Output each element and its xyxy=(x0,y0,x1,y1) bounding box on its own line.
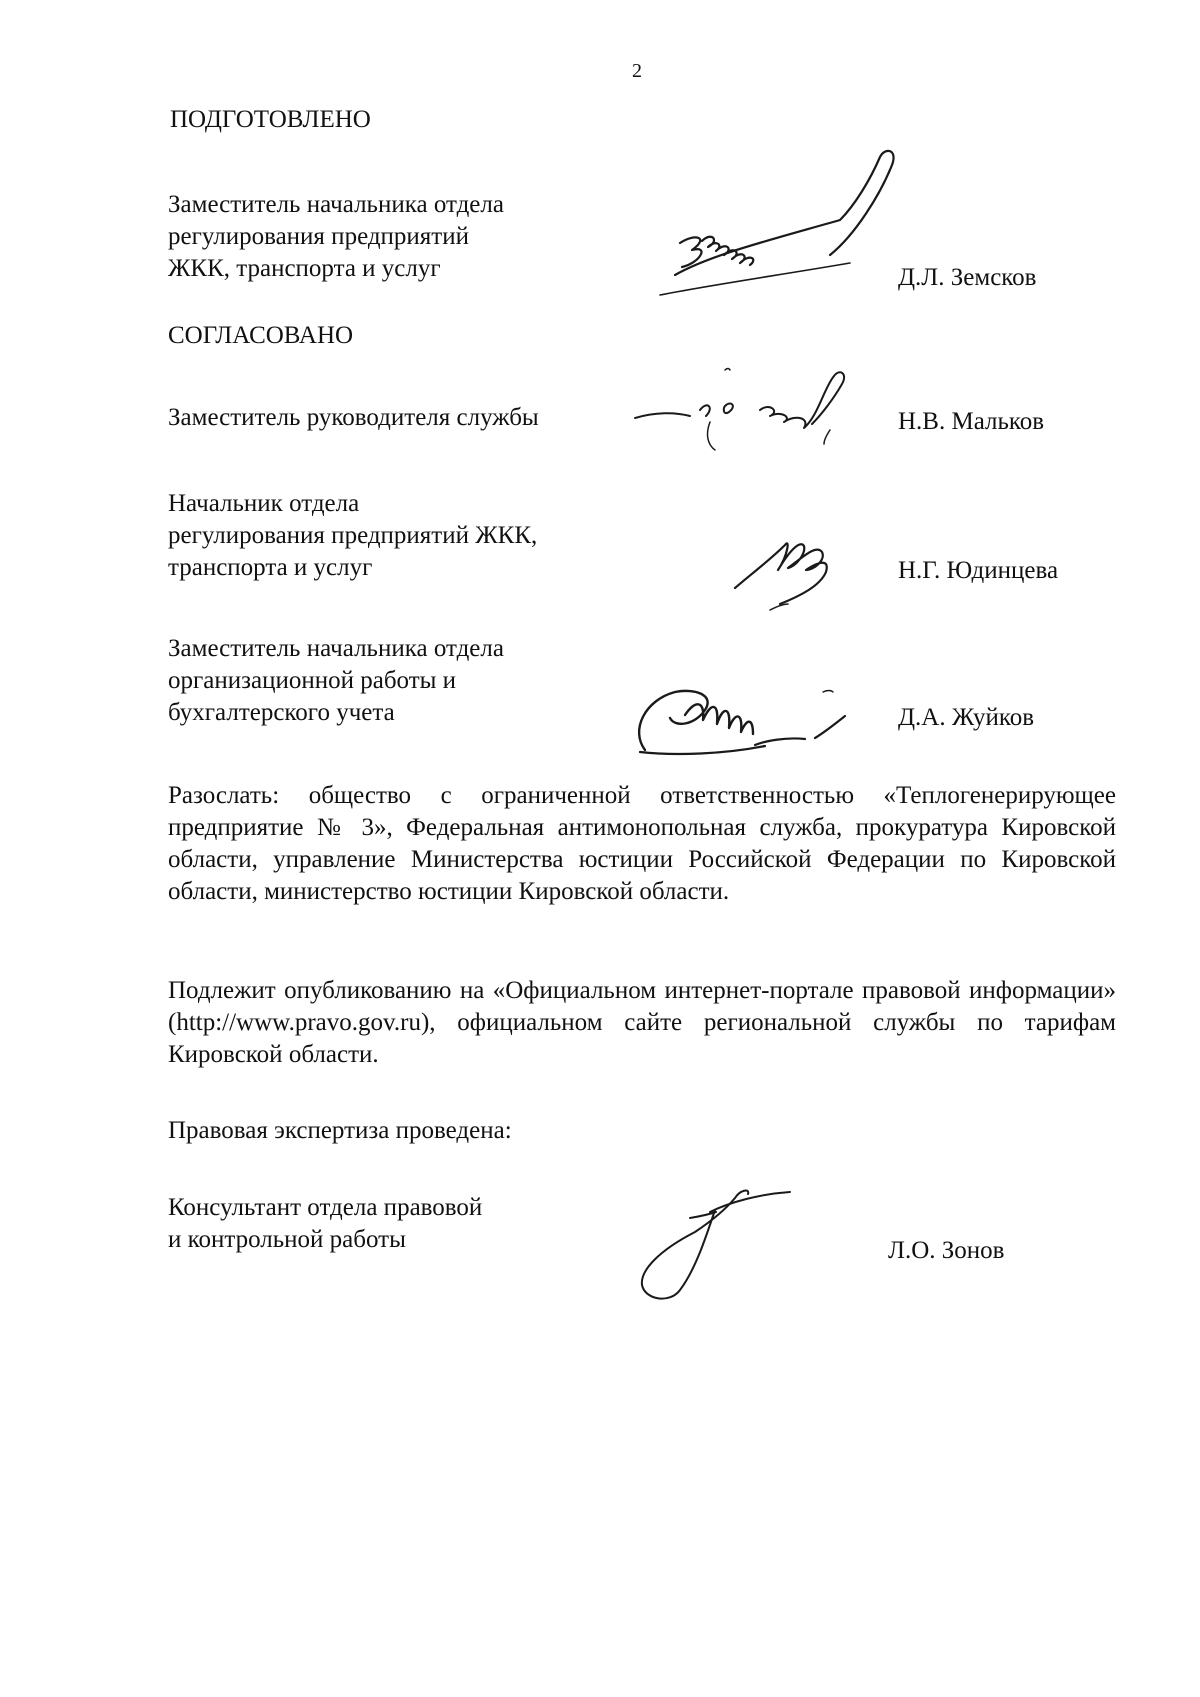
signature-yudintseva xyxy=(730,520,870,620)
signer-1-name: Н.В. Мальков xyxy=(898,408,1045,435)
signer-2-position-line-1: Начальник отдела xyxy=(168,490,360,517)
publication-text: Подлежит опубликованию на «Официальном интернет-портале правовой информации» (http://www.pravo.gov.ru), официальном сайте региональной службы по тарифам Кировской области. xyxy=(168,977,1116,1068)
signer-3-position-line-2: организационной работы и xyxy=(168,667,457,694)
legal-review-position-line-1: Консультант отдела правовой xyxy=(168,1194,483,1221)
signature-malkov xyxy=(630,350,890,460)
legal-review-position-line-2: и контрольной работы xyxy=(168,1226,406,1253)
prepared-position-line-2: регулирования предприятий xyxy=(168,223,469,250)
legal-review-name: Л.О. Зонов xyxy=(888,1237,1005,1264)
distribution-text: Разослать: общество с ограниченной ответственностью «Теплогенерирующее предприятие № 3», Федеральная антимонопольная служба, прокуратура Кировской области, управление Министерства юстиции Российской Федерации по Кировской области, министерство юстиции Кировской области. xyxy=(168,782,1116,905)
signature-zhuikov xyxy=(625,670,895,770)
signer-1-position-line-1: Заместитель руководителя службы xyxy=(168,404,539,431)
signature-zemskov xyxy=(640,145,920,310)
signer-2-position-line-2: регулирования предприятий ЖКК, xyxy=(168,522,538,549)
signature-zonov xyxy=(630,1170,820,1310)
signer-3-position-line-1: Заместитель начальника отдела xyxy=(168,635,504,662)
legal-review-heading: Правовая экспертиза проведена: xyxy=(168,1117,512,1144)
page-number: 2 xyxy=(632,60,642,82)
signer-2-name: Н.Г. Юдинцева xyxy=(898,557,1059,584)
prepared-name: Д.Л. Земсков xyxy=(898,264,1037,291)
signer-3-position-line-3: бухгалтерского учета xyxy=(168,699,395,726)
signer-3-name: Д.А. Жуйков xyxy=(898,704,1035,731)
prepared-heading: ПОДГОТОВЛЕНО xyxy=(170,106,371,133)
prepared-position-line-1: Заместитель начальника отдела xyxy=(168,191,504,218)
agreed-heading: СОГЛАСОВАНО xyxy=(168,322,354,349)
signer-2-position-line-3: транспорта и услуг xyxy=(168,554,373,581)
prepared-position-line-3: ЖКК, транспорта и услуг xyxy=(168,255,441,282)
